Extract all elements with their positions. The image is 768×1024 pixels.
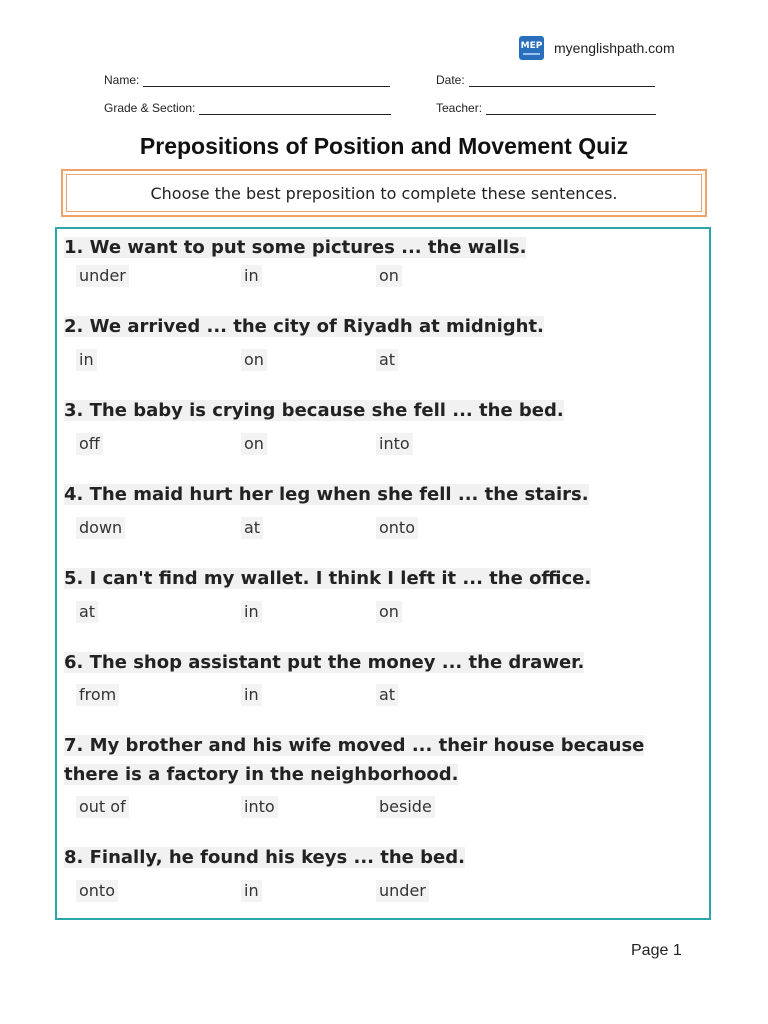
q7-option-a[interactable]: out of bbox=[76, 796, 129, 818]
q6-option-b[interactable]: in bbox=[241, 684, 262, 706]
q4-option-b[interactable]: at bbox=[241, 517, 263, 539]
q7-option-c[interactable]: beside bbox=[376, 796, 435, 818]
teacher-field[interactable] bbox=[436, 101, 656, 115]
question-2: 2. We arrived ... the city of Riyadh at midnight. bbox=[64, 316, 544, 337]
page-title: Prepositions of Position and Movement Quiz bbox=[139, 133, 629, 159]
question-8: 8. Finally, he found his keys ... the bed. bbox=[64, 847, 465, 868]
q3-option-b[interactable]: on bbox=[241, 433, 267, 455]
date-field[interactable] bbox=[436, 73, 655, 87]
q7-option-b[interactable]: into bbox=[241, 796, 278, 818]
name-field[interactable] bbox=[104, 73, 390, 87]
teacher-label: Teacher: bbox=[436, 101, 483, 115]
question-7-line-2: there is a factory in the neighborhood. bbox=[64, 764, 459, 785]
question-4: 4. The maid hurt her leg when she fell ... the stairs. bbox=[64, 484, 589, 505]
page-number: Page 1 bbox=[631, 942, 682, 959]
date-label: Date: bbox=[436, 73, 465, 87]
q5-option-b[interactable]: in bbox=[241, 601, 262, 623]
grade-label: Grade & Section: bbox=[104, 101, 196, 115]
instruction-text: Choose the best preposition to complete these sentences. bbox=[66, 174, 702, 212]
grade-section-field[interactable] bbox=[104, 101, 391, 115]
q4-option-c[interactable]: onto bbox=[376, 517, 418, 539]
q3-option-c[interactable]: into bbox=[376, 433, 413, 455]
question-3: 3. The baby is crying because she fell ... the bed. bbox=[64, 400, 564, 421]
q5-option-c[interactable]: on bbox=[376, 601, 402, 623]
q1-option-c[interactable]: on bbox=[376, 265, 402, 287]
q4-option-a[interactable]: down bbox=[76, 517, 125, 539]
q1-option-b[interactable]: in bbox=[241, 265, 262, 287]
q8-option-b[interactable]: in bbox=[241, 880, 262, 902]
q2-option-a[interactable]: in bbox=[76, 349, 97, 371]
q6-option-a[interactable]: from bbox=[76, 684, 119, 706]
q1-option-a[interactable]: under bbox=[76, 265, 129, 287]
q8-option-c[interactable]: under bbox=[376, 880, 429, 902]
question-6: 6. The shop assistant put the money ... the drawer. bbox=[64, 652, 585, 673]
mep-logo-icon bbox=[519, 36, 544, 60]
q5-option-a[interactable]: at bbox=[76, 601, 98, 623]
q8-option-a[interactable]: onto bbox=[76, 880, 118, 902]
question-7 bbox=[64, 731, 694, 789]
instruction-box bbox=[61, 169, 707, 217]
question-1: 1. We want to put some pictures ... the walls. bbox=[64, 237, 527, 258]
question-5: 5. I can't find my wallet. I think I left it ... the office. bbox=[64, 568, 592, 589]
q6-option-c[interactable]: at bbox=[376, 684, 398, 706]
question-7-line-1: 7. My brother and his wife moved ... their house because bbox=[64, 735, 645, 756]
brand bbox=[519, 36, 675, 60]
brand-url: myenglishpath.com bbox=[554, 40, 675, 56]
q2-option-c[interactable]: at bbox=[376, 349, 398, 371]
q3-option-a[interactable]: off bbox=[76, 433, 103, 455]
logo-text: MEP bbox=[520, 40, 543, 51]
q2-option-b[interactable]: on bbox=[241, 349, 267, 371]
name-label: Name: bbox=[104, 73, 140, 87]
